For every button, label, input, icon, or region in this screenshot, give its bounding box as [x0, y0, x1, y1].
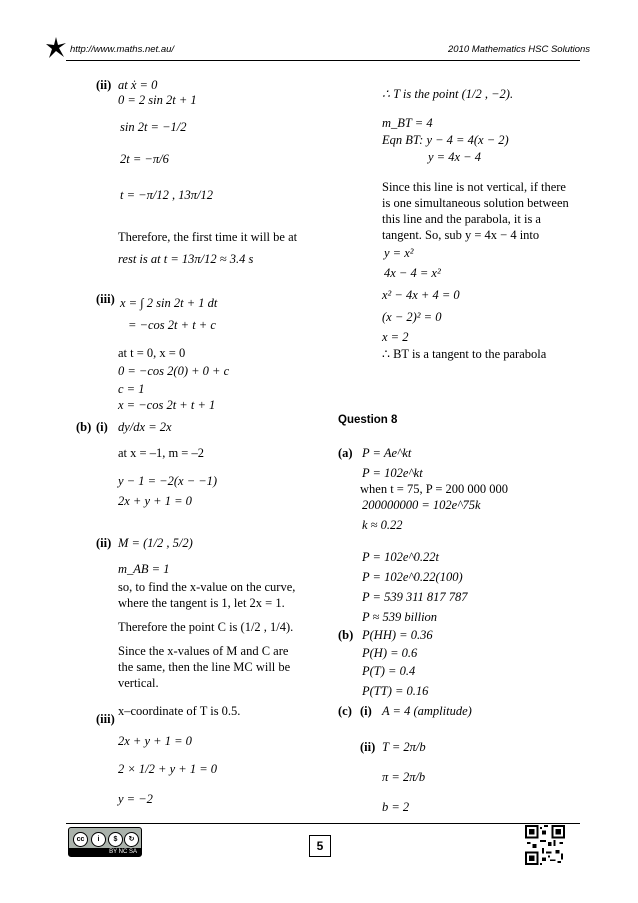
by-icon: i: [91, 832, 106, 847]
math-line: P ≈ 539 billion: [362, 610, 438, 624]
text-line: is one simultaneous solution between: [382, 196, 569, 210]
math-line: T = 2π/b: [382, 740, 426, 754]
cc-icon: cc: [73, 832, 88, 847]
part-b-label: (b): [76, 420, 92, 434]
text-line: this line and the parabola, it is a: [382, 212, 541, 226]
text-line: ∴ BT is a tangent to the parabola: [382, 347, 547, 361]
header-title: 2010 Mathematics HSC Solutions: [448, 44, 591, 55]
math-line: 4x − 4 = x²: [384, 266, 441, 280]
text-line: vertical.: [118, 676, 159, 690]
math-line: y = x²: [384, 246, 414, 260]
text-line: x–coordinate of T is 0.5.: [118, 704, 241, 718]
part-b-ii-label: (ii): [96, 536, 112, 550]
part-a-ii-label: (ii): [96, 78, 112, 92]
text-line: Therefore, the first time it will be at: [118, 230, 298, 244]
math-line: (x − 2)² = 0: [382, 310, 442, 324]
math-line: P(TT) = 0.16: [362, 684, 429, 698]
text-line: Since this line is not vertical, if there: [382, 180, 566, 194]
nc-icon: $: [108, 832, 123, 847]
text-line: tangent. So, sub y = 4x − 4 into: [382, 228, 540, 242]
q8-part-c-ii-label: (ii): [360, 740, 376, 754]
text-line: Since the x-values of M and C are: [118, 644, 289, 658]
q8-part-b-label: (b): [338, 628, 354, 642]
math-line: t = −π/12 , 13π/12: [120, 188, 213, 202]
math-line: 2 × 1/2 + y + 1 = 0: [118, 762, 218, 776]
text-line: when t = 75, P = 200 000 000: [360, 482, 509, 496]
q8-part-c-i-label: (i): [360, 704, 372, 718]
math-line: P = 102e^0.22t: [362, 550, 440, 564]
footer-rule: [66, 823, 580, 824]
math-line: x = 2: [382, 330, 409, 344]
part-b-i-label: (i): [96, 420, 108, 434]
math-line: P = Ae^kt: [362, 446, 412, 460]
math-line: c = 1: [118, 382, 145, 396]
math-line: P(H) = 0.6: [362, 646, 418, 660]
math-line: A = 4 (amplitude): [382, 704, 472, 718]
math-line: 2t = −π/6: [120, 152, 169, 166]
math-line: b = 2: [382, 800, 410, 814]
math-line: 2x + y + 1 = 0: [118, 494, 192, 508]
math-line: P = 102e^0.22(100): [362, 570, 463, 584]
page-number: 5: [309, 835, 331, 857]
math-line: y = −2: [118, 792, 153, 806]
part-a-iii-label: (iii): [96, 292, 115, 306]
header-url[interactable]: http://www.maths.net.au/: [70, 44, 175, 55]
text-line: the same, then the line MC will be: [118, 660, 291, 674]
math-line: x = −cos 2t + t + 1: [118, 398, 216, 412]
math-line: P = 539 311 817 787: [362, 590, 468, 604]
math-line: 0 = 2 sin 2t + 1: [118, 93, 197, 107]
header-rule: [66, 60, 580, 61]
math-line: y = 4x − 4: [428, 150, 481, 164]
cc-license-badge[interactable]: [68, 827, 142, 857]
math-line: π = 2π/b: [382, 770, 426, 784]
math-line: y − 1 = −2(x − −1): [118, 474, 218, 488]
math-line: Eqn BT: y − 4 = 4(x − 2): [382, 133, 509, 147]
math-line: rest is at t = 13π/12 ≈ 3.4 s: [118, 252, 254, 266]
math-line: = −cos 2t + t + c: [128, 318, 216, 332]
sa-icon: ↻: [124, 832, 139, 847]
text-line: Therefore the point C is (1/2 , 1/4).: [118, 620, 294, 634]
math-line: P = 102e^kt: [362, 466, 423, 480]
math-line: k ≈ 0.22: [362, 518, 403, 532]
math-line: M = (1/2 , 5/2): [118, 536, 193, 550]
part-b-iii-label: (iii): [96, 712, 115, 726]
math-line: sin 2t = −1/2: [120, 120, 187, 134]
text-line: at x = –1, m = –2: [118, 446, 204, 460]
math-line: 0 = −cos 2(0) + 0 + c: [118, 364, 230, 378]
math-line: 200000000 = 102e^75k: [362, 498, 481, 512]
math-line: dy/dx = 2x: [118, 420, 172, 434]
math-line: at ẋ = 0: [118, 78, 158, 92]
math-line: x² − 4x + 4 = 0: [382, 288, 460, 302]
math-line: 2x + y + 1 = 0: [118, 734, 192, 748]
text-line: at t = 0, x = 0: [118, 346, 186, 360]
qr-code-icon: [525, 825, 565, 865]
math-line: ∴ T is the point (1/2 , −2).: [382, 87, 514, 101]
math-line: m_AB = 1: [118, 562, 170, 576]
text-line: where the tangent is 1, let 2x = 1.: [118, 596, 285, 610]
logo-icon: [46, 37, 66, 63]
q8-part-c-label: (c): [338, 704, 352, 718]
question-8-title: Question 8: [338, 414, 398, 426]
license-text: BY NC SA: [69, 848, 141, 856]
math-line: P(T) = 0.4: [362, 664, 416, 678]
math-line: P(HH) = 0.36: [362, 628, 433, 642]
text-line: so, to find the x-value on the curve,: [118, 580, 296, 594]
math-line: m_BT = 4: [382, 116, 433, 130]
math-line: x = ∫ 2 sin 2t + 1 dt: [120, 296, 218, 310]
q8-part-a-label: (a): [338, 446, 353, 460]
